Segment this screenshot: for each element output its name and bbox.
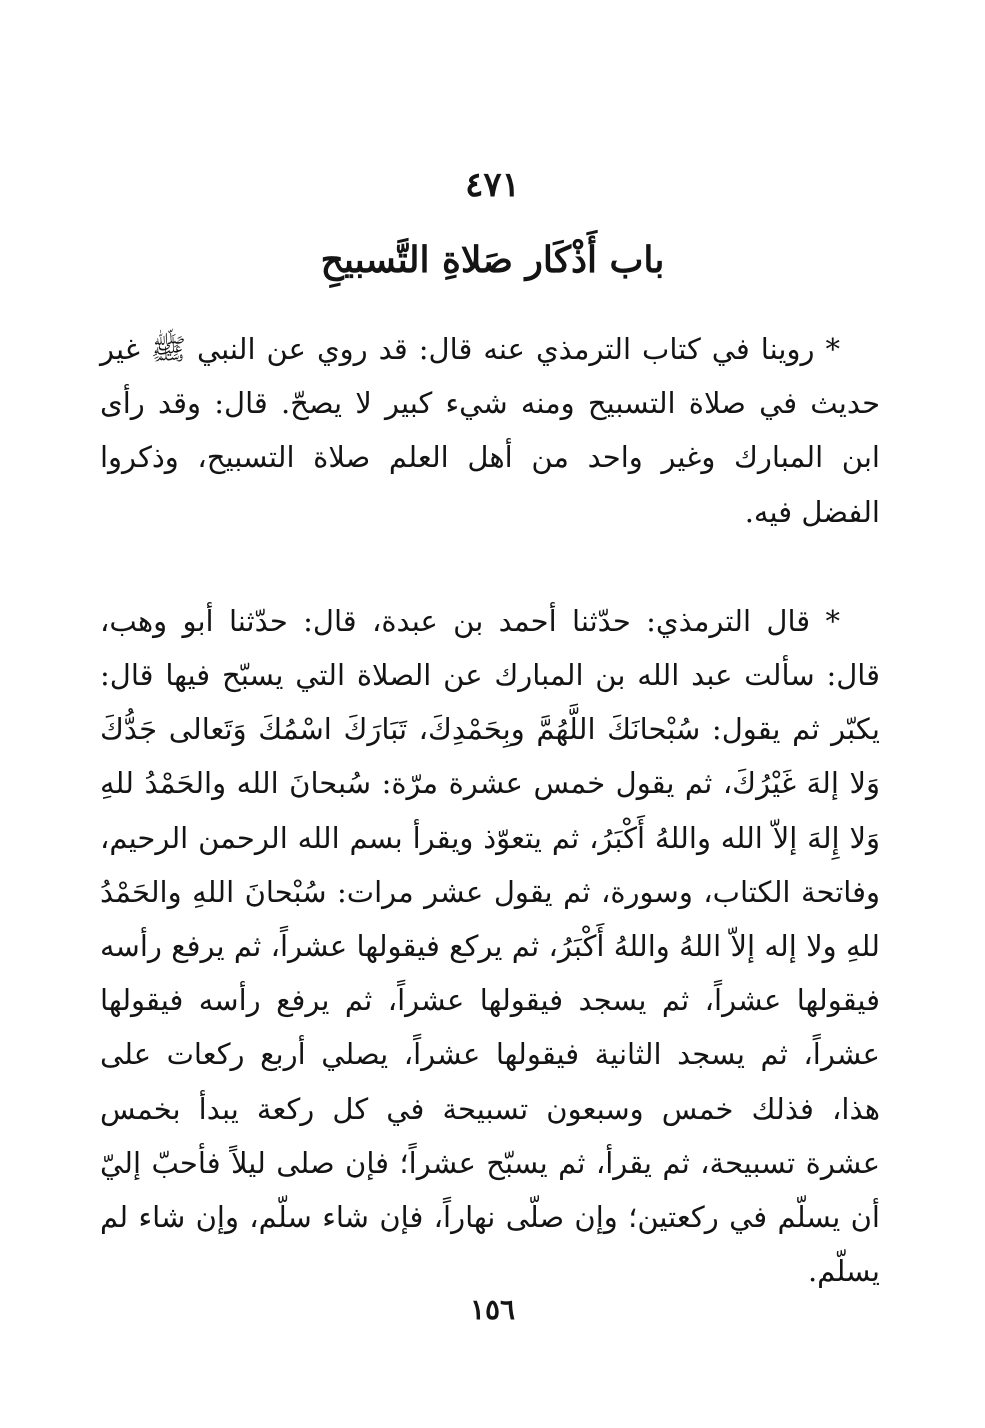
chapter-number: ٤٧١ xyxy=(465,165,520,205)
body-text xyxy=(100,322,880,1298)
page-number: ١٥٦ xyxy=(469,1293,516,1326)
chapter-title: باب أَذْكَار صَلاةِ التَّسبيحِ xyxy=(320,239,665,281)
paragraph-tirmidhi-intro: * روينا في كتاب الترمذي عنه قال: قد روي عن النبي ﷺ غير حديث في صلاة التسبيح ومنه شيء كبير لا يصحّ. قال: وقد رأى ابن المبارك وغير واحد من أهل العلم صلاة التسبيح، وذكروا الفضل فيه. xyxy=(100,332,880,529)
paragraph-ibn-mubarak-narration: * قال الترمذي: حدّثنا أحمد بن عبدة، قال: حدّثنا أبو وهب، قال: سألت عبد الله بن المبارك عن الصلاة التي يسبّح فيها قال: يكبّر ثم يقول: سُبْحانَكَ اللَّهُمَّ وبِحَمْدِكَ، تَبَارَكَ اسْمُكَ وَتَعالى جَدُّكَ وَلا إلهَ غَيْرُكَ، ثم يقول خمس عشرة مرّة: سُبحانَ الله والحَمْدُ للهِ وَلا إِلهَ إلاّ الله واللهُ أَكْبَرُ، ثم يتعوّذ ويقرأ بسم الله الرحمن الرحيم، وفاتحة الكتاب، وسورة، ثم يقول عشر مرات: سُبْحانَ اللهِ والحَمْدُ للهِ ولا إله إلاّ اللهُ واللهُ أَكْبَرُ، ثم يركع فيقولها عشراً، ثم يرفع رأسه فيقولها عشراً، ثم يسجد فيقولها عشراً، ثم يرفع رأسه فيقولها عشراً، ثم يسجد الثانية فيقولها عشراً، يصلي أربع ركعات على هذا، فذلك خمس وسبعون تسبيحة في كل ركعة يبدأ بخمس عشرة تسبيحة، ثم يقرأ، ثم يسبّح عشراً؛ فإن صلى ليلاً فأحبّ إليّ أن يسلّم في ركعتين؛ وإن صلّى نهاراً، فإن شاء سلّم، وإن شاء لم يسلّم. xyxy=(100,603,880,1289)
